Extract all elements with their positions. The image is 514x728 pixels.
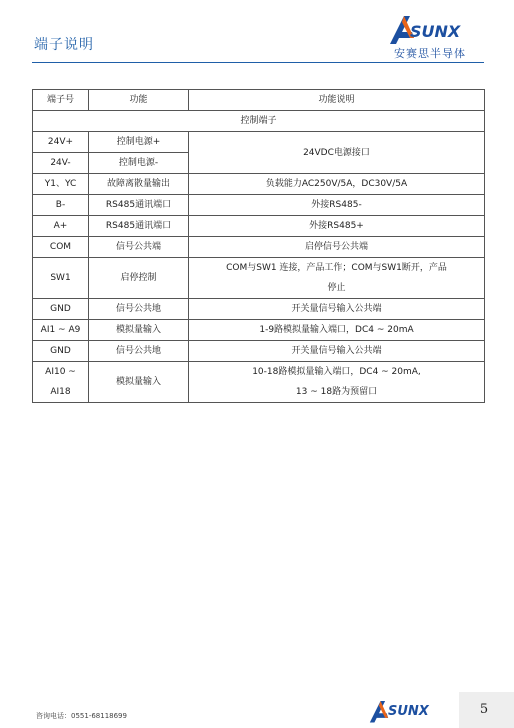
page-number-box [459, 692, 514, 728]
description-cell: 启停信号公共端 [189, 237, 485, 258]
function-cell: 模拟量输入 [89, 320, 189, 341]
column-header-description: 功能说明 [189, 90, 485, 111]
terminal-cell: COM [33, 237, 89, 258]
description-cell: 开关量信号输入公共端 [189, 341, 485, 362]
column-header-terminal: 端子号 [33, 90, 89, 111]
description-cell: 外接RS485- [189, 195, 485, 216]
footer-logo-wordmark [388, 704, 429, 719]
function-cell: 信号公共端 [89, 237, 189, 258]
table-row [33, 258, 485, 299]
terminal-cell: GND [33, 299, 89, 320]
function-cell: RS485通讯端口 [89, 195, 189, 216]
table-row [33, 341, 485, 362]
page-number: 5 [479, 702, 489, 717]
terminal-cell: 24V- [33, 153, 89, 174]
column-header-function: 功能 [89, 90, 189, 111]
logo-word-text: SUNX [410, 22, 461, 41]
function-cell: 信号公共地 [89, 341, 189, 362]
table-row [33, 320, 485, 341]
function-cell: 模拟量输入 [89, 362, 189, 403]
table-row [33, 299, 485, 320]
function-cell: RS485通讯端口 [89, 216, 189, 237]
logo-subtitle: 安赛思半导体 [394, 47, 466, 60]
description-cell [189, 362, 485, 403]
description-cell [189, 258, 485, 299]
terminal-cell: 24V+ [33, 132, 89, 153]
table-row [33, 216, 485, 237]
footer-logo [368, 696, 448, 726]
logo-wordmark [410, 22, 460, 41]
table-row [33, 132, 485, 153]
table-row [33, 174, 485, 195]
description-cell: 1-9路模拟量输入端口，DC4 ~ 20mA [189, 320, 485, 341]
description-line: 13 ~ 18路为预留口 [295, 387, 378, 397]
terminal-cell: Y1、YC [33, 174, 89, 195]
section-title: 控制端子 [33, 111, 485, 132]
function-cell: 控制电源+ [89, 132, 189, 153]
page-title: 端子说明 [34, 37, 94, 53]
table-row [33, 362, 485, 403]
table-header-row [33, 90, 485, 111]
terminal-cell: B- [33, 195, 89, 216]
terminal-cell: A+ [33, 216, 89, 237]
company-logo [388, 12, 488, 62]
table-row [33, 237, 485, 258]
description-cell: 开关量信号输入公共端 [189, 299, 485, 320]
footer-contact-phone: 咨询电话：0551-68118699 [36, 712, 127, 720]
table-row [33, 195, 485, 216]
function-cell: 信号公共地 [89, 299, 189, 320]
terminal-cell: AI10 ~ AI18 [33, 362, 89, 403]
description-line: 10-18路模拟量输入端口，DC4 ~ 20mA, [252, 367, 421, 377]
description-cell: 负载能力AC250V/5A，DC30V/5A [189, 174, 485, 195]
function-cell: 控制电源- [89, 153, 189, 174]
terminal-table [32, 89, 485, 403]
header-divider [32, 62, 484, 63]
section-row [33, 111, 485, 132]
description-line: 停止 [327, 283, 346, 293]
function-cell: 故障离散量输出 [89, 174, 189, 195]
terminal-cell: GND [33, 341, 89, 362]
description-cell: 外接RS485+ [189, 216, 485, 237]
terminal-cell: AI1 ~ A9 [33, 320, 89, 341]
function-cell: 启停控制 [89, 258, 189, 299]
footer-logo-word-text: SUNX [388, 704, 429, 719]
description-line: COM与SW1 连接，产品工作；COM与SW1断开，产品 [226, 263, 447, 273]
description-cell: 24VDC电源接口 [189, 132, 485, 174]
terminal-cell: SW1 [33, 258, 89, 299]
footer-logo-a-mark-icon [368, 698, 390, 724]
